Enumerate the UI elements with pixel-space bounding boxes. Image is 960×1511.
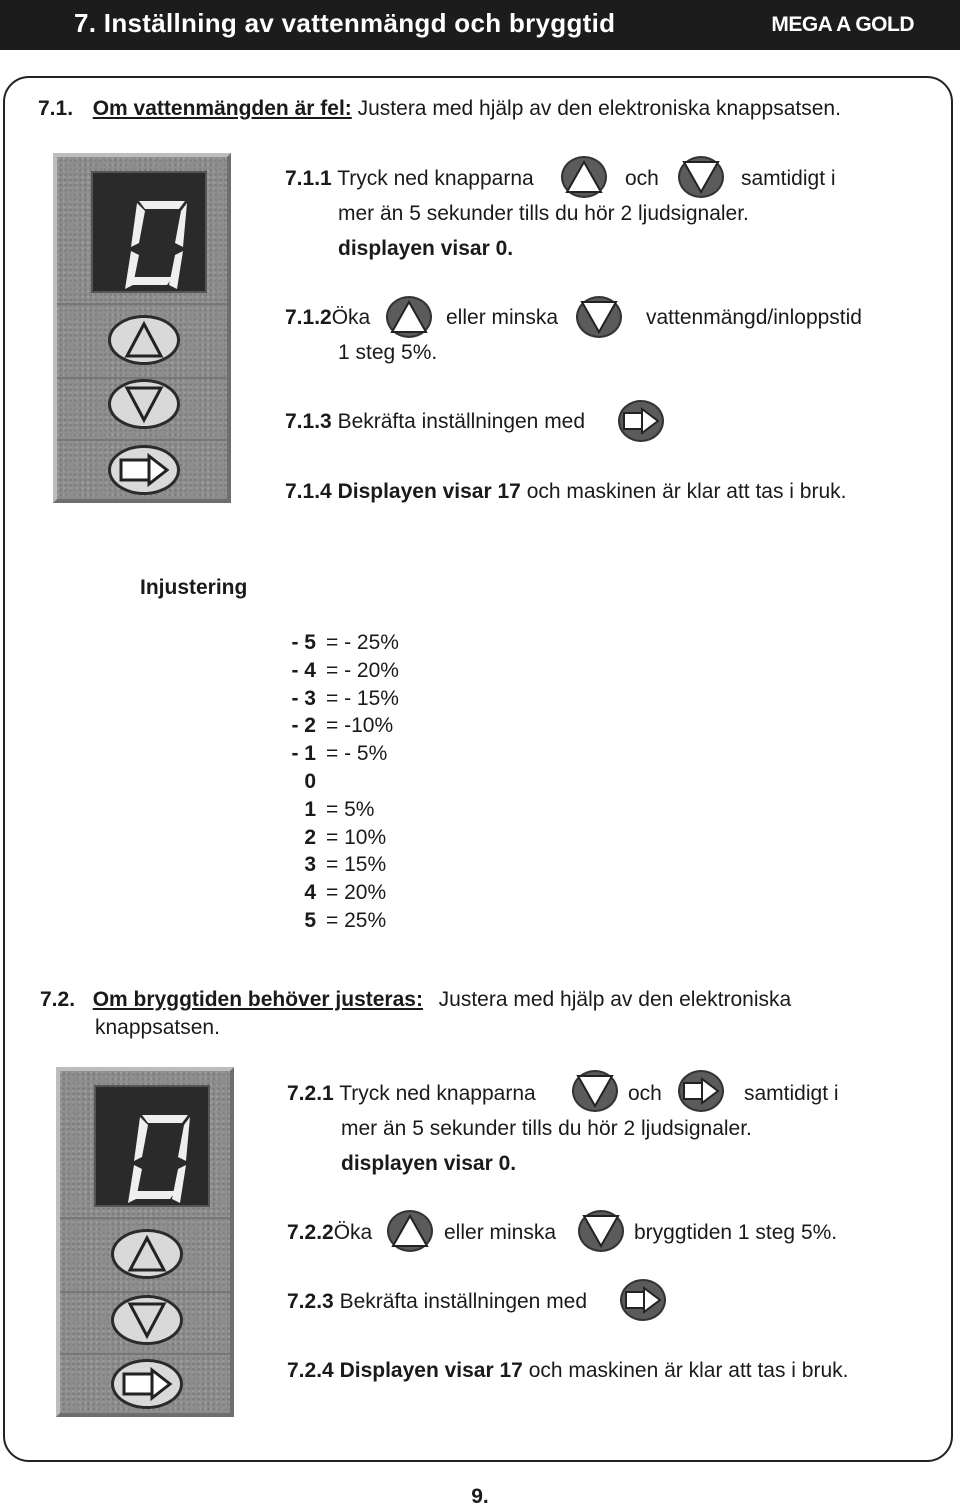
step-7-2-1-line3: displayen visar 0.: [341, 1152, 517, 1175]
enter-arrow-icon: [620, 402, 662, 440]
adjust-row: [286, 686, 399, 712]
adjust-step: 5: [304, 909, 316, 932]
step-7-2-3-label: 7.2.3 Bekräfta inställningen med: [287, 1290, 588, 1313]
step-7-1-4-label: 7.1.4 Displayen visar 17 och maskinen är klar att tas i bruk.: [285, 480, 847, 503]
enter-button-icon: [620, 1279, 666, 1321]
page-header: [0, 0, 960, 50]
adjust-percent: = - 15%: [326, 686, 399, 710]
enter-arrow-icon: [111, 448, 177, 492]
display-screen: [94, 1085, 210, 1207]
section-7-1-heading: [38, 96, 841, 122]
down-button: [111, 1295, 183, 1345]
section-text: Justera med hjälp av den elektroniska knappsatsen.: [357, 97, 841, 120]
section-heading: Om vattenmängden är fel:: [92, 97, 352, 120]
adjust-row: [286, 741, 387, 767]
enter-button-icon: [618, 400, 664, 442]
adjust-step: - 1: [291, 742, 316, 766]
up-button: [108, 315, 180, 365]
up-triangle-icon: [563, 158, 605, 196]
step-7-1-3-label: 7.1.3 Bekräfta inställningen med: [285, 410, 586, 433]
adjust-row: [286, 825, 386, 851]
adjust-row: [286, 630, 399, 656]
adjust-row: [286, 713, 393, 739]
step-7-2-2-label: 7.2.2Öka: [287, 1221, 373, 1244]
step-7-1-1-line2: mer än 5 sekunder tills du hör 2 ljudsignaler.: [338, 202, 749, 225]
page-title: 7. Inställning av vattenmängd och bryggtid: [74, 8, 616, 38]
seven-segment-digit: [96, 1087, 208, 1205]
display-screen: [91, 171, 207, 293]
step-7-2-4-label: 7.2.4 Displayen visar 17 och maskinen är klar att tas i bruk.: [287, 1359, 849, 1382]
seven-segment-digit: [93, 173, 205, 291]
adjust-step: 2: [304, 825, 316, 849]
section-7-2-heading: 7.2. Om bryggtiden behöver justeras: Justera med hjälp av den elektroniska: [40, 988, 792, 1011]
page-number: 9.: [471, 1485, 489, 1508]
adjust-row: [286, 769, 326, 795]
adjust-percent: = -10%: [326, 714, 394, 738]
adjust-step: - 2: [291, 714, 316, 738]
step-7-1-2-label: 7.1.2Öka: [285, 306, 371, 329]
step-7-2-1-line2: mer än 5 sekunder tills du hör 2 ljudsignaler.: [341, 1117, 752, 1140]
up-button-icon: [387, 1210, 433, 1252]
down-triangle-icon: [578, 298, 620, 336]
enter-arrow-icon: [622, 1281, 664, 1319]
control-panel-image: [53, 153, 231, 503]
adjust-step: 3: [304, 853, 316, 877]
up-triangle-icon: [388, 298, 430, 336]
down-triangle-icon: [114, 1298, 180, 1342]
step-7-2-1-label: 7.2.1 Tryck ned knapparna: [287, 1082, 536, 1105]
step-7-1-1-label: 7.1.1 Tryck ned knapparna: [285, 167, 534, 190]
down-button: [108, 379, 180, 429]
adjust-step: - 3: [291, 686, 316, 710]
adjust-row: [286, 797, 374, 823]
up-triangle-icon: [111, 318, 177, 362]
step-7-1-1-line3: displayen visar 0.: [338, 237, 514, 260]
adjust-step: 1: [304, 797, 316, 821]
step-text-eller-minska: eller minska: [446, 306, 559, 329]
down-button-icon: [576, 296, 622, 338]
adjust-step: - 5: [291, 631, 316, 654]
down-triangle-icon: [574, 1072, 616, 1110]
enter-arrow-icon: [114, 1362, 180, 1406]
enter-button: [108, 445, 180, 495]
adjust-step: 0: [304, 770, 316, 793]
up-button-icon: [386, 296, 432, 338]
step-text-vattenmangd: vattenmängd/inloppstid: [646, 306, 862, 329]
adjust-percent: = 5%: [326, 797, 375, 821]
down-triangle-icon: [580, 1212, 622, 1250]
section-7-2-line2: knappsatsen.: [95, 1016, 220, 1039]
adjust-percent: = 25%: [326, 909, 387, 932]
step-7-1-2-line2: 1 steg 5%.: [338, 341, 438, 364]
adjust-percent: = 10%: [326, 825, 387, 849]
brand-name: MEGA A GOLD: [771, 13, 914, 36]
step-text-bryggtiden: bryggtiden 1 steg 5%.: [634, 1221, 838, 1244]
adjust-percent: = 20%: [326, 881, 387, 905]
up-triangle-icon: [114, 1232, 180, 1276]
adjust-percent: = - 5%: [326, 742, 388, 766]
adjust-row: [286, 658, 399, 684]
step-text-och: och: [625, 167, 659, 190]
step-text-eller-minska: eller minska: [444, 1221, 557, 1244]
down-button-icon: [572, 1070, 618, 1112]
adjust-title: Injustering: [140, 576, 248, 599]
step-text-och: och: [628, 1082, 662, 1105]
adjust-row: [286, 880, 386, 906]
adjust-percent: = 15%: [326, 853, 387, 877]
down-triangle-icon: [680, 158, 722, 196]
adjust-step: - 4: [291, 658, 316, 682]
adjust-percent: = - 20%: [326, 658, 399, 682]
up-button-icon: [561, 156, 607, 198]
enter-arrow-icon: [680, 1072, 722, 1110]
control-panel-image: [56, 1067, 234, 1417]
adjust-row: [286, 852, 386, 878]
down-button-icon: [678, 156, 724, 198]
step-text-samtidigt: samtidigt i: [741, 167, 836, 190]
up-triangle-icon: [389, 1212, 431, 1250]
up-button: [111, 1229, 183, 1279]
enter-button: [111, 1359, 183, 1409]
enter-button-icon: [678, 1070, 724, 1112]
down-button-icon: [578, 1210, 624, 1252]
adjust-percent: = - 25%: [326, 631, 399, 654]
section-number: 7.1.: [38, 97, 74, 120]
down-triangle-icon: [111, 382, 177, 426]
step-text-samtidigt: samtidigt i: [744, 1082, 839, 1105]
adjust-step: 4: [304, 881, 316, 905]
adjust-row: [286, 908, 386, 934]
